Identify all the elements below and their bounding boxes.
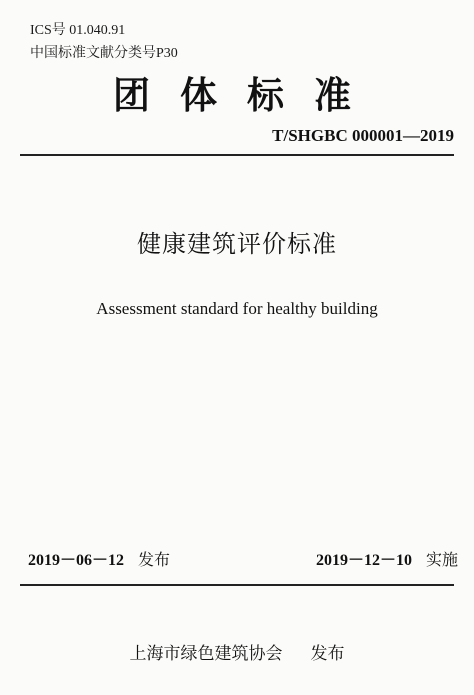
standard-type-heading: 团体标准	[113, 76, 381, 117]
issue-label: 发布	[310, 644, 345, 663]
ics-code: ICS号 01.040.91	[30, 23, 126, 38]
classification-code: 中国标准文献分类号P30	[30, 46, 178, 61]
issuer-line	[0, 643, 474, 665]
implement-date: 2019－12－10	[315, 552, 412, 569]
title-english: Assessment standard for healthy building	[96, 299, 378, 318]
standard-number: T/SHGBC 000001—2019	[272, 126, 454, 145]
publish-label: 发布	[138, 552, 171, 569]
title-chinese: 健康建筑评价标准	[137, 232, 337, 258]
implement-label: 实施	[425, 552, 458, 569]
publish-date-line	[28, 551, 170, 571]
top-divider	[20, 154, 454, 156]
issuer-name: 上海市绿色建筑协会	[129, 644, 283, 663]
implement-date-line	[316, 551, 458, 571]
bottom-divider	[20, 584, 454, 586]
publish-date: 2019－06－12	[28, 552, 125, 569]
